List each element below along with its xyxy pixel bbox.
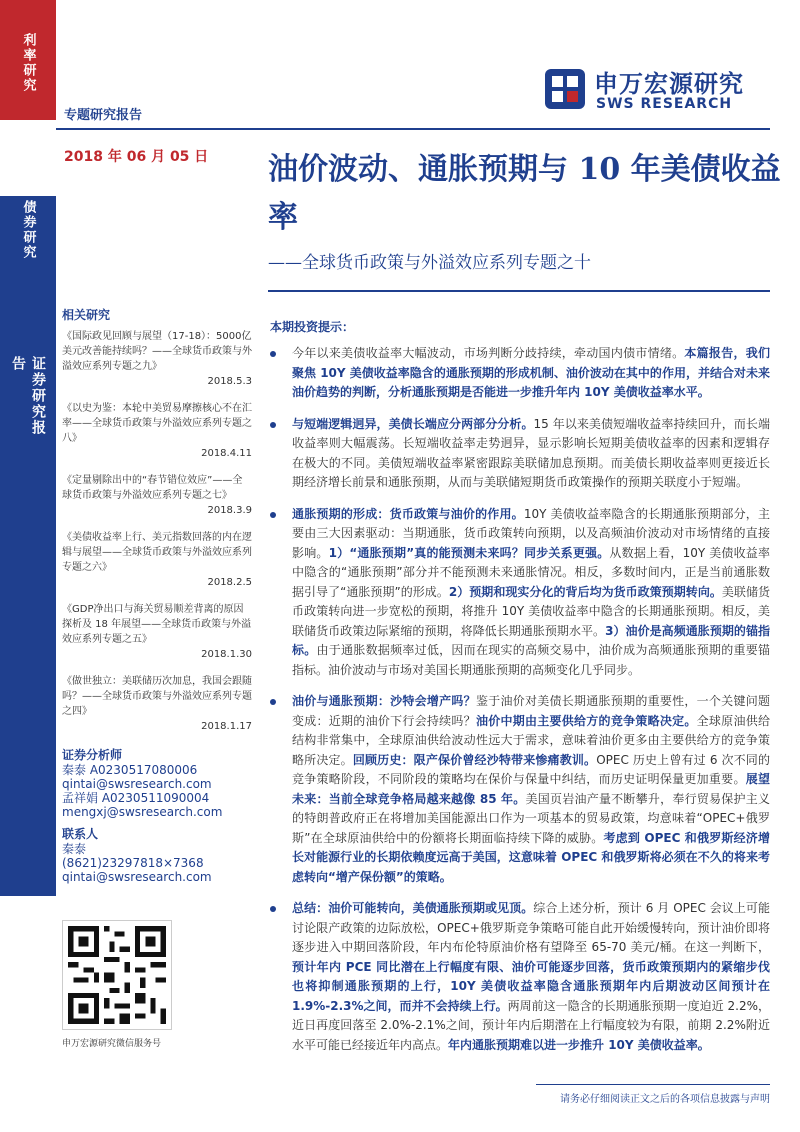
bullet-icon <box>270 351 276 357</box>
main-content <box>268 344 770 1067</box>
tip-text: 鉴于油价对美债长期通胀预期的重要性，一个关键问题变成：近期的油价下行会持续吗？ <box>292 694 770 728</box>
related-item[interactable] <box>62 401 252 461</box>
contact-heading: 联系人 <box>62 827 99 841</box>
bullet-icon <box>270 512 276 518</box>
sidebar-label-bond-research: 债券研究 <box>20 200 36 260</box>
tip-text: 今年以来美债收益率大幅波动，市场判断分歧持续，牵动国内债市情绪。 <box>292 346 685 360</box>
related-item[interactable] <box>62 473 252 518</box>
analyst-name-id: 秦泰 A0230517080006 <box>62 763 198 777</box>
contact-phone: (8621)23297818×7368 <box>62 856 204 870</box>
tip-text: 全球原油供给结构非常集中，全球原油供给波动性远大于需求，意味着油价更多由主要供给方的竞争策略所决定。 <box>292 713 770 767</box>
related-item-date: 2018.2.5 <box>207 577 252 588</box>
tip-paragraph <box>268 692 770 887</box>
related-item-title: 《美债收益率上行、美元指数回落的内在逻辑与展望——全球货币政策与外溢效应系列专题之六》 <box>62 532 252 573</box>
sidebar-blue-block <box>0 196 56 896</box>
related-item-title: 《以史为鉴：本轮中美贸易摩擦核心不在汇率——全球货币政策与外溢效应系列专题之八》 <box>62 403 252 444</box>
contact-email-link[interactable]: qintai@swsresearch.com <box>62 870 212 884</box>
related-item-title: 《定量剔除出中的“春节错位效应”——全球货币政策与外溢效应系列专题之七》 <box>62 475 243 501</box>
tip-bold-text: 总结：油价可能转向，美债通胀预期或见顶。 <box>292 901 534 915</box>
related-item-date: 2018.1.17 <box>201 721 252 732</box>
logo-chinese-name: 申万宏源研究 <box>594 70 744 98</box>
footer-divider <box>536 1084 770 1085</box>
analyst-heading: 证券分析师 <box>62 748 123 762</box>
tip-bold-text: 年内通胀预期难以进一步推升 10Y 美债收益率。 <box>448 1037 710 1052</box>
related-item-date: 2018.4.11 <box>201 448 252 459</box>
sidebar-label-rate-research: 利率研究 <box>20 33 36 93</box>
related-item-date: 2018.3.9 <box>207 505 252 516</box>
related-item[interactable] <box>62 602 252 662</box>
logo-mark-icon <box>544 68 586 110</box>
sidebar-label-securities-report: 证券研究报告 <box>10 356 46 436</box>
tip-bold-text: 油价中期由主要供给方的竞争策略决定。 <box>475 713 697 728</box>
tip-bold-text: 预计年内 PCE 同比潜在上行幅度有限、油价可能逐步回落，货币政策预期内的紧缩步伐也将抑制通胀预期的上行，10Y 美债收益率隐含通胀预期年内后期波动区间预计在 1.9%-2.3%之间，而并不会持续上行。 <box>292 959 770 1013</box>
tip-text: 综合上述分析，预计 6 月 OPEC 会议上可能讨论限产政策的边际放松，OPEC+俄罗斯竞争策略可能自此开始缓慢转向，预计油价即将逐步进入中期回落阶段，年内布伦特原油价格有望降至 65-70 美元/桶。在这一判断下， <box>292 901 770 954</box>
tip-text: 10Y 美债收益率隐含的长期通胀预期部分，主要由三大因素驱动：当期通胀，货币政策转向预期，以及高频油价波动对市场情绪的直接影响。 <box>292 506 770 560</box>
tip-paragraph <box>268 899 770 1055</box>
report-date: 2018 年 06 月 05 日 <box>64 149 209 165</box>
sidebar-gap <box>0 120 56 196</box>
tip-bold-text: 3）油价是高频通胀预期的锚指标。 <box>292 623 770 657</box>
tip-text: 美联储货币政策转向进一步宽松的预期，将推升 10Y 美债收益率中隐含的长期通胀预期。相反，美联储货币政策边际紧缩的预期，将降低长期通胀预期水平。 <box>292 584 770 638</box>
related-item[interactable] <box>62 674 252 734</box>
tip-bold-text: 通胀预期的形成：货币政策与油价的作用。 <box>292 506 524 521</box>
tip-bold-text: 与短端逻辑迥异，美债长端应分两部分分析。 <box>292 416 534 431</box>
qr-caption: 申万宏源研究微信服务号 <box>62 1039 162 1049</box>
tip-bold-text: 1）“通胀预期”真的能预测未来吗？同步关系更强。 <box>328 545 610 560</box>
analyst-name-id: 孟祥娟 A0230511090004 <box>62 791 210 805</box>
company-logo <box>544 58 770 118</box>
contact-name: 秦泰 <box>62 842 87 856</box>
bullet-icon <box>270 906 276 912</box>
qr-code-icon <box>62 920 172 1030</box>
tip-paragraph <box>268 505 770 681</box>
related-research-heading: 相关研究 <box>62 308 111 322</box>
related-item[interactable] <box>62 530 252 590</box>
tip-paragraph <box>268 344 770 403</box>
analyst-email-link[interactable]: qintai@swsresearch.com <box>62 777 212 791</box>
tip-text: 15 年以来美债短端收益率持续回升，而长端收益率则大幅震荡。长短端收益率走势迥异，显示影响长短期美债收益率的因素和逻辑存在极大的不同。美债短端收益率紧密跟踪美联储加息预期。而美债长期收益率则更接近长期经济增长前景和通胀预期，从而与美联储短期货币政策操作的预期关联度小于短端。 <box>292 416 770 489</box>
tip-bold-text: 2）预期和现实分化的背后均为货币政策预期转向。 <box>448 584 722 599</box>
bullet-icon <box>270 699 276 705</box>
tip-bold-text: 本篇报告，我们聚焦 10Y 美债收益率隐含的通胀预期的形成机制、油价波动在其中的作用，并结合对未来油价趋势的判断，分析通胀预期是否能进一步推升年内 10Y 美债收益率水平。 <box>292 346 770 399</box>
report-subtitle: ——全球货币政策与外溢效应系列专题之十 <box>268 253 591 273</box>
tip-bold-text: 考虑到 OPEC 和俄罗斯经济增长对能源行业的长期依赖度远高于美国，这意味着 OPEC 和俄罗斯将必须在不久的将来考虑转向“增产保份额”的策略。 <box>292 830 770 884</box>
related-item-date: 2018.1.30 <box>201 649 252 660</box>
bullet-icon <box>270 422 276 428</box>
related-item-title: 《GDP净出口与海关贸易顺差背离的原因探析及 18 年展望——全球货币政策与外溢效应系列专题之五》 <box>62 604 252 645</box>
tip-text: 由于通胀数据频率过低，因而在现实的高频交易中，油价成为高频通胀预期的重要锚指标。油价波动与市场对美国长期通胀预期的高频变化几乎同步。 <box>292 643 770 677</box>
tip-bold-text: 展望未来：当前全球竞争格局越来越像 85 年。 <box>292 772 770 806</box>
left-sidebar <box>0 0 56 1132</box>
tip-bold-text: 回顾历史：限产保价曾经沙特带来惨痛教训。 <box>352 752 597 767</box>
tip-text: 美国页岩油产量不断攀升，奉行贸易保护主义的特朗普政府正在将增加美国能源出口作为一项基本的贸易政策，均意味着“OPEC+俄罗斯”在全球原油供给中的份额将长期面临持续下降的威胁。 <box>292 791 770 845</box>
footer-disclaimer: 请务必仔细阅读正文之后的各项信息披露与声明 <box>560 1094 770 1105</box>
related-item[interactable] <box>62 329 252 389</box>
title-divider <box>268 290 770 292</box>
report-type: 专题研究报告 <box>64 108 143 123</box>
left-column <box>62 306 252 884</box>
related-item-date: 2018.5.3 <box>207 376 252 387</box>
tips-heading: 本期投资提示： <box>270 320 355 334</box>
tip-text: 从数据上看，10Y 美债收益率中隐含的“通胀预期”部分并不能预测未来通胀情况。相反，多数时间内，正是当前通胀数据引导了“通胀预期”的形成。 <box>292 545 770 599</box>
tip-bold-text: 油价与通胀预期：沙特会增产吗？ <box>292 694 476 708</box>
tip-text: 两周前这一隐含的长期通胀预期一度迫近 2.2%，近日再度回落至 2.0%-2.1%之间，预计年内后期潜在上行幅度较为有限，前期 2.2%附近水平可能已经接近年内高点。 <box>292 998 770 1052</box>
related-item-title: 《国际政见回顾与展望（17-18）：5000亿美元改善能持续吗？——全球货币政策与外溢效应系列专题之九》 <box>62 331 252 372</box>
report-title: 油价波动、通胀预期与 10 年美债收益率 <box>268 152 781 235</box>
tip-text: OPEC 历史上曾有过 6 次不同的竞争策略阶段，不同阶段的策略均在保价与保量中纠结，而历史证明保量更加重要。 <box>292 752 770 786</box>
analyst-email-link[interactable]: mengxj@swsresearch.com <box>62 805 223 819</box>
related-item-title: 《做世独立：美联储历次加息，我国会跟随吗？——全球货币政策与外溢效应系列专题之四》 <box>62 676 252 717</box>
header-divider <box>56 128 770 130</box>
logo-english-name: SWS RESEARCH <box>596 96 733 112</box>
tip-paragraph <box>268 415 770 493</box>
